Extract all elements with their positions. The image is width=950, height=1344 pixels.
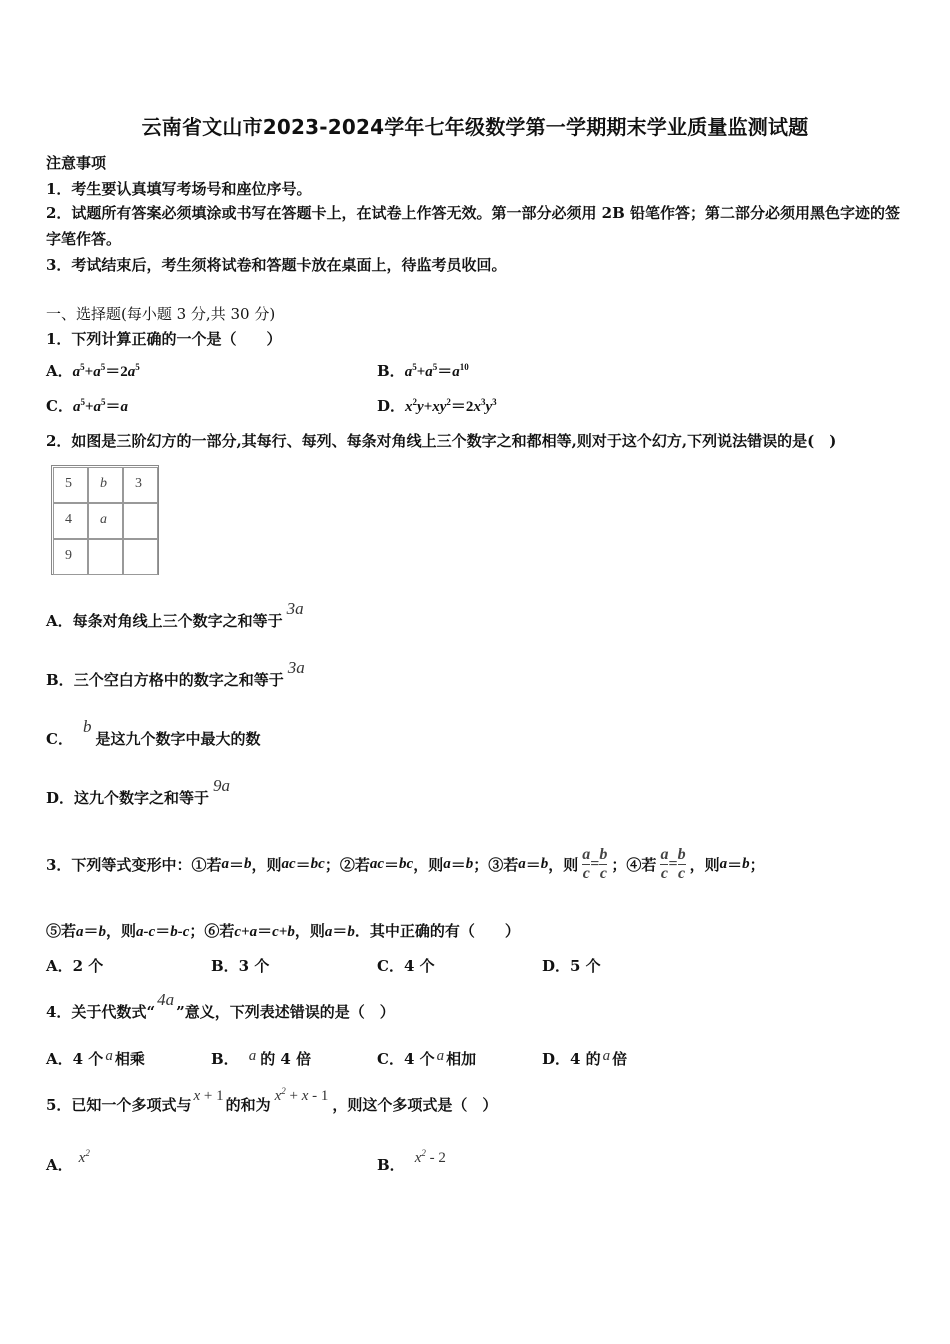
q4-option-a[interactable] <box>46 1048 145 1069</box>
q3-text: ；②若 <box>324 855 370 874</box>
q2-option-b-label: B． <box>46 671 74 689</box>
q3-expr: a <box>443 855 451 872</box>
q4-option-d-text: 倍 <box>612 1050 628 1068</box>
q4-option-c-text: 相加 <box>446 1050 477 1068</box>
q2-option-a-label: A． <box>46 612 73 630</box>
q5-expr-x-plus-1: x + 1 <box>193 1088 224 1104</box>
q3-text: ；⑥若 <box>189 922 235 940</box>
q5-option-a-math: $x^2$ <box>78 1148 90 1166</box>
notice-item-3: 3．考试结束后，考生须将试卷和答题卡放在桌面上，待监考员收回。 <box>46 256 507 274</box>
q4-option-d-math: a <box>602 1048 611 1064</box>
q3-option-b[interactable]: B．3 个 <box>211 957 270 975</box>
q1-option-b-math: $a^5+a^5=a^{10}$ <box>404 362 469 380</box>
grid-cell <box>88 539 123 575</box>
q1-option-c[interactable] <box>46 395 128 416</box>
q4-option-c-math: a <box>436 1048 445 1064</box>
q3-expr: a <box>76 924 84 940</box>
q4-option-d-text: D．4 的 <box>542 1050 601 1068</box>
q5-option-b-label: B． <box>377 1156 405 1174</box>
q3-text: ，则 <box>294 922 325 940</box>
notice-heading: 注意事项 <box>46 154 107 172</box>
q4-option-a-text: A．4 个 <box>46 1050 104 1068</box>
q2-stem: 2．如图是三阶幻方的一部分,其每行、每列、每条对角线上三个数字之和都相等,则对于这个幻方,下列说法错误的是( ) <box>46 432 837 450</box>
q2-option-b[interactable] <box>46 658 305 690</box>
q2-option-c-label: C． <box>46 730 73 748</box>
q4-option-c-text: C．4 个 <box>377 1050 435 1068</box>
q3-text: 3．下列等式变形中：①若 <box>46 855 222 874</box>
q3-text: ．其中正确的有（ ） <box>354 922 520 940</box>
grid-cell <box>123 503 158 539</box>
q1-option-b-label: B． <box>377 362 405 380</box>
q2-option-a-math: 3a <box>286 599 304 618</box>
q3-option-a[interactable]: A．2 个 <box>46 957 104 975</box>
q3-stem-line-1: 3．下列等式变形中：①若 a ＝ b ，则 ac ＝ bc ；②若 ac ＝ bc ，则 a ＝ b ；③若 a ＝ b ，则 $\frac{a}{c}$ = $\frac{b}{c}$ ；④若 $\frac{a}{c}$ = $\frac{b}{c}$ ，则 a ＝ b ； <box>46 845 765 882</box>
q3-option-d[interactable]: D．5 个 <box>542 957 601 975</box>
q4-option-b[interactable] <box>211 1048 311 1069</box>
q2-option-d-math: 9a <box>213 776 231 795</box>
q5-stem <box>46 1086 498 1115</box>
q5-stem-text: 5．已知一个多项式与 <box>46 1096 192 1114</box>
q3-fraction-expr: $\frac{a}{c}$ = $\frac{b}{c}$ <box>582 845 608 882</box>
q5-stem-text: 的和为 <box>225 1096 271 1114</box>
q4-stem-text: 4．关于代数式“ <box>46 1003 156 1021</box>
q5-option-a[interactable] <box>46 1148 90 1175</box>
q5-option-b-math: $x^2 - 2$ <box>414 1148 446 1166</box>
grid-cell: 9 <box>53 539 88 575</box>
q4-option-a-math: a <box>105 1048 113 1064</box>
q3-expr: a <box>221 855 229 872</box>
q3-text: ；③若 <box>473 855 519 874</box>
q3-text: ，则 <box>251 855 282 874</box>
q4-option-b-math: a <box>248 1048 257 1064</box>
q5-option-b[interactable] <box>377 1148 446 1175</box>
q4-stem <box>46 990 395 1022</box>
magic-square-grid <box>51 465 159 575</box>
q3-text: ，则 <box>413 855 444 874</box>
q2-option-c-text: 是这九个数字中最大的数 <box>95 730 261 748</box>
q3-text: ⑤若 <box>46 922 77 940</box>
q2-option-c-math: b <box>82 717 92 736</box>
q2-option-a[interactable] <box>46 599 304 631</box>
q3-text: ，则 <box>548 855 579 874</box>
q3-expr: a <box>719 855 728 872</box>
grid-cell: 5 <box>53 467 88 503</box>
q3-text: ； <box>749 855 765 874</box>
q1-option-c-label: C． <box>46 397 73 415</box>
q3-expr: a <box>518 855 526 872</box>
q4-option-a-text: 相乘 <box>114 1050 145 1068</box>
q3-expr: c+a <box>234 924 258 940</box>
section-heading: 一、选择题(每小题 3 分,共 30 分) <box>46 305 276 323</box>
q1-option-d-math: $x^2y+xy^2=2x^3y^3$ <box>405 397 497 415</box>
q2-option-d-label: D． <box>46 789 75 807</box>
q2-option-c[interactable] <box>46 717 261 749</box>
q1-stem: 1．下列计算正确的一个是（ ） <box>46 330 282 348</box>
q3-expr: ac <box>281 855 296 872</box>
notice-item-2: 2．试题所有答案必须填涂或书写在答题卡上，在试卷上作答无效。第一部分必须用 2B 铅笔作答；第二部分必须用黑色字迹的签字笔作答。 <box>46 204 901 248</box>
q3-expr: a-c <box>136 924 156 940</box>
grid-cell <box>123 539 158 575</box>
q4-option-b-text: 的 4 倍 <box>260 1050 312 1068</box>
q1-option-d-label: D． <box>377 397 406 415</box>
q5-expr-sum: $x^2 + x - 1$ <box>274 1086 329 1104</box>
q1-option-b[interactable] <box>377 360 469 381</box>
q3-option-c[interactable]: C．4 个 <box>377 957 435 975</box>
q3-fraction-expr: $\frac{a}{c}$ = $\frac{b}{c}$ <box>660 845 686 882</box>
q2-option-a-text: 每条对角线上三个数字之和等于 <box>72 612 283 630</box>
q1-option-d[interactable] <box>377 395 497 416</box>
q1-option-c-math: $a^5+a^5=a$ <box>72 397 129 415</box>
q4-stem-text: ”意义，下列表述错误的是（ ） <box>176 1003 395 1021</box>
grid-cell: a <box>88 503 123 539</box>
grid-cell: 3 <box>123 467 158 503</box>
q2-option-b-text: 三个空白方格中的数字之和等于 <box>73 671 284 689</box>
q5-stem-text: ，则这个多项式是（ ） <box>332 1096 498 1114</box>
q1-option-a[interactable] <box>46 360 140 381</box>
q5-option-a-label: A． <box>46 1156 73 1174</box>
page-title: 云南省文山市2023-2024学年七年级数学第一学期期末学业质量监测试题 <box>141 115 809 139</box>
q1-option-a-math: $a^5+a^5=2a^5$ <box>72 362 140 380</box>
q4-stem-math: 4a <box>157 990 175 1009</box>
q3-text: ，则 <box>106 922 137 940</box>
q2-option-b-math: 3a <box>287 658 305 677</box>
q2-option-d-text: 这九个数字之和等于 <box>74 789 210 807</box>
q3-stem-line-2: ⑤若a＝b，则a-c＝b-c；⑥若c+a＝c+b，则a＝b．其中正确的有（ ） <box>46 922 520 940</box>
notice-item-1: 1．考生要认真填写考场号和座位序号。 <box>46 180 312 198</box>
q3-text: ，则 <box>689 855 720 874</box>
q3-text: ；④若 <box>611 855 657 874</box>
q3-expr: ac <box>369 855 385 872</box>
q4-option-c[interactable] <box>377 1048 476 1069</box>
q3-expr: a <box>324 924 333 940</box>
q4-option-d[interactable] <box>542 1048 627 1069</box>
grid-cell: b <box>88 467 123 503</box>
grid-cell: 4 <box>53 503 88 539</box>
q4-option-b-text: B． <box>211 1050 239 1068</box>
q1-option-a-label: A． <box>46 362 73 380</box>
q2-option-d[interactable] <box>46 776 231 808</box>
